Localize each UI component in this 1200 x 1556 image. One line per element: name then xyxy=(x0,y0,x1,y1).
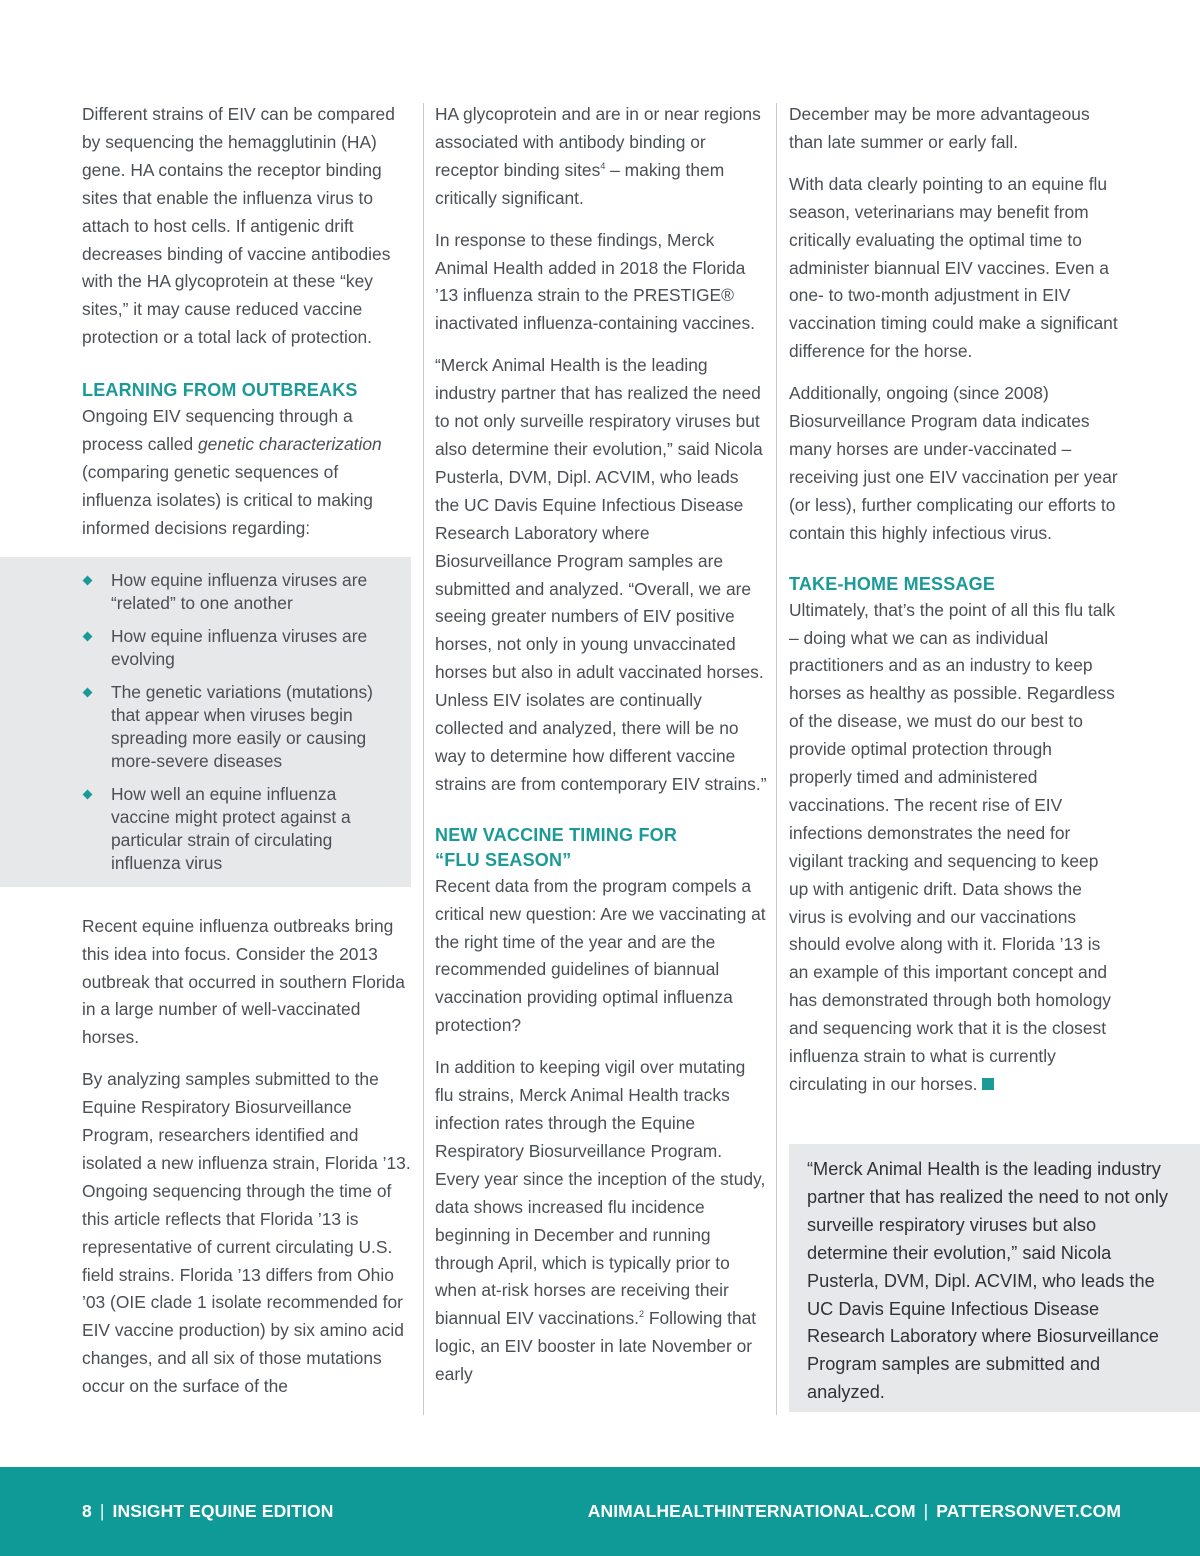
column-divider-left xyxy=(423,103,424,1415)
december-paragraph: December may be more advantageous than late summer or early fall. xyxy=(789,104,1090,152)
quote-paragraph: “Merck Animal Health is the leading industry partner that has realized the need to not only surveille respiratory viruses but also determine their evolution,” said Nicola Pusterla, DVM, Dipl. ACVIM, who leads the UC Davis Equine Infectious Disease Research Laboratory where Biosurveillance Program samples are submitted and analyzed. “Overall, we are seeing greater numbers of EIV positive horses, not only in young unvaccinated horses but also in adult vaccinated horses. Unless EIV isolates are continually collected and analyzed, there will be no way to determine how different vaccine strains are from contemporary EIV strains.” xyxy=(435,355,767,794)
site-link-animalhealth[interactable]: ANIMALHEALTHINTERNATIONAL.COM xyxy=(587,1501,916,1521)
bullet-list-box xyxy=(0,557,411,887)
list-item-text: The genetic variations (mutations) that appear when viruses begin spreading more easily or causing more-severe diseases xyxy=(111,681,373,771)
list-item-text: How equine influenza viruses are evolving xyxy=(111,625,368,669)
list-item-text: How well an equine influenza vaccine might protect against a particular strain of circulating influenza virus xyxy=(111,783,351,873)
diamond-bullet-icon xyxy=(83,789,93,799)
heading-take-home-message: TAKE-HOME MESSAGE xyxy=(789,573,996,594)
heading-new-vaccine-timing xyxy=(435,823,767,873)
question-paragraph: Recent data from the program compels a critical new question: Are we vaccinating at the right time of the year and are the recommended guidelines of biannual vaccination providing optimal influenza protection? xyxy=(435,875,766,1036)
pull-quote-text: “Merck Animal Health is the leading industry partner that has realized the need to not only surveille respiratory viruses but also determine their evolution,” said Nicola Pusterla, DVM, Dipl. ACVIM, who leads the UC Davis Equine Infectious Disease Research Laboratory where Biosurveillance Program samples are submitted and analyzed. xyxy=(807,1159,1168,1403)
column-divider-right xyxy=(776,103,777,1415)
column-2 xyxy=(435,101,767,1403)
pull-quote-box xyxy=(789,1144,1200,1412)
heading-line-2: “FLU SEASON” xyxy=(435,849,572,870)
heading-line-1: NEW VACCINE TIMING FOR xyxy=(435,824,678,845)
footer-separator: | xyxy=(99,1501,105,1521)
column-1 xyxy=(82,101,412,1415)
footer-separator: | xyxy=(923,1501,929,1521)
footnote-ref-4: 4 xyxy=(600,161,606,172)
under-vaccinated-paragraph: Additionally, ongoing (since 2008) Biosurveillance Program data indicates many horses are under-vaccinated – receiving just one EIV vaccination per year (or less), further complicating our efforts to contain this highly infectious virus. xyxy=(789,383,1118,543)
footnote-ref-2: 2 xyxy=(638,1309,644,1320)
genetic-characterization-term: genetic characterization xyxy=(198,434,382,455)
publication-title: INSIGHT EQUINE EDITION xyxy=(112,1501,334,1521)
list-item xyxy=(0,625,411,671)
ha-paragraph xyxy=(435,101,767,213)
list-item xyxy=(0,783,411,875)
ha-text-a: HA glycoprotein and are in or near regions associated with antibody binding or receptor binding sites xyxy=(435,104,761,180)
tracking-text-b: Following that logic, an EIV booster in late November or early xyxy=(435,1308,757,1385)
page-footer xyxy=(0,1467,1200,1556)
end-mark-icon xyxy=(982,1078,994,1090)
diamond-bullet-icon xyxy=(83,575,93,585)
footer-left xyxy=(82,1501,333,1522)
heading-learning-from-outbreaks: LEARNING FROM OUTBREAKS xyxy=(82,380,358,401)
response-paragraph: In response to these findings, Merck Animal Health added in 2018 the Florida ’13 influenza strain to the PRESTIGE® inactivated influenza-containing vaccines. xyxy=(435,229,755,334)
footer-right xyxy=(588,1501,1121,1522)
analysis-paragraph: By analyzing samples submitted to the Equine Respiratory Biosurveillance Program, researchers identified and isolated a new influenza strain, Florida ’13. Ongoing sequencing through the time of this article reflects that Florida ’13 is representative of current circulating U.S. field strains. Florida ’13 differs from Ohio ’03 (OIE clade 1 isolate recommended for EIV vaccine production) by six amino acid changes, and all six of those mutations occur on the surface of the xyxy=(82,1069,411,1397)
bullet-list xyxy=(0,569,411,875)
outbreaks-paragraph: Recent equine influenza outbreaks bring this idea into focus. Consider the 2013 outbreak that occurred in southern Florida in a large number of well-vaccinated horses. xyxy=(82,915,405,1048)
flu-season-paragraph: With data clearly pointing to an equine flu season, veterinarians may benefit from critically evaluating the optimal time to administer biannual EIV vaccines. Even a one- to two-month adjustment in EIV vaccination timing could make a significant difference for the horse. xyxy=(789,173,1118,362)
sequencing-lead: Ongoing EIV sequencing through a process called xyxy=(82,406,353,455)
tracking-paragraph xyxy=(435,1054,767,1389)
take-home-paragraph xyxy=(789,597,1119,1099)
sequencing-rest: (comparing genetic sequences of influenza isolates) is critical to making informed decisions regarding: xyxy=(82,461,373,538)
ha-text-b: – making them critically significant. xyxy=(435,159,725,208)
sequencing-paragraph xyxy=(82,403,412,543)
diamond-bullet-icon xyxy=(83,631,93,641)
take-home-text: Ultimately, that’s the point of all this flu talk – doing what we can as individual practitioners and as an industry to keep horses as healthy as possible. Regardless of the disease, we must do our best to provide optimal protection through properly timed and administered vaccinations. The recent rise of EIV infections demonstrates the need for vigilant tracking and sequencing to keep up with antigenic drift. Data shows the virus is evolving and our vaccinations should evolve along with it. Florida ’13 is an example of this important concept and has demonstrated through both homology and sequencing work that it is the closest influenza strain to what is currently circulating in our horses. xyxy=(789,599,1116,1094)
intro-paragraph: Different strains of EIV can be compared by sequencing the hemagglutinin (HA) gene. HA contains the receptor binding sites that enable the influenza virus to attach to host cells. If antigenic drift decreases binding of vaccine antibodies with the HA glycoprotein at these “key sites,” it may cause reduced vaccine protection or a total lack of protection. xyxy=(82,104,395,348)
site-link-pattersonvet[interactable]: PATTERSONVET.COM xyxy=(936,1501,1121,1521)
list-item xyxy=(0,681,411,773)
page-number: 8 xyxy=(82,1501,92,1521)
list-item-text: How equine influenza viruses are “related” to one another xyxy=(111,569,368,613)
diamond-bullet-icon xyxy=(83,687,93,697)
tracking-text-a: In addition to keeping vigil over mutating flu strains, Merck Animal Health tracks infection rates through the Equine Respiratory Biosurveillance Program. Every year since the inception of the study, data shows increased flu incidence beginning in December and running through April, which is typically prior to when at-risk horses are receiving their biannual EIV vaccinations. xyxy=(435,1057,766,1329)
column-3 xyxy=(789,101,1119,1113)
list-item xyxy=(0,569,411,615)
